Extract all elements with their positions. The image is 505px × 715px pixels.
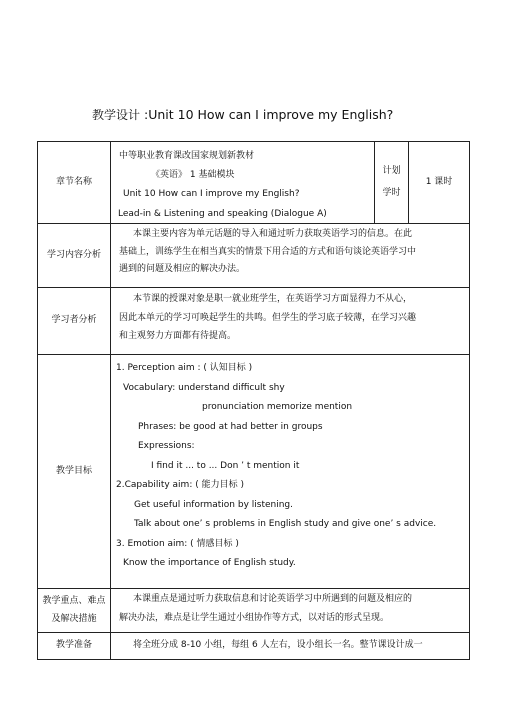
goal-line: 2.Capability aim: ( 能力目标 ) bbox=[116, 480, 244, 490]
plan-label-1: 计划 bbox=[382, 166, 401, 176]
keypoints-label bbox=[38, 589, 111, 633]
goal-line: I find it ... to ... Don ’ t mention it bbox=[151, 460, 300, 471]
keypoints-line: 解决办法，难点是让学生通过小组协作等方式，以对话的形式呈现。 bbox=[119, 612, 390, 623]
goal-line: Expressions: bbox=[138, 441, 195, 451]
prep-label: 教学准备 bbox=[38, 633, 111, 660]
chapter-line: 《英语》 1 基础模块 bbox=[151, 169, 235, 180]
prep-line: 将全班分成 8-10 小组，每组 6 人左右，设小组长一名。整节课设计成一 bbox=[133, 640, 423, 651]
lesson-plan-table bbox=[37, 141, 470, 660]
learner-text bbox=[111, 288, 470, 355]
content-row bbox=[38, 224, 470, 288]
keypoints-label-1: 教学重点、难点 bbox=[42, 595, 106, 606]
chapter-line: Lead-in & Listening and speaking (Dialogue A) bbox=[118, 208, 327, 219]
plan-label-2: 学时 bbox=[382, 187, 401, 198]
keypoints-label-2: 及解决措施 bbox=[51, 614, 97, 624]
learner-line: 因此本单元的学习可唤起学生的共鸣。但学生的学习底子较薄，在学习兴趣 bbox=[119, 312, 417, 323]
content-text bbox=[111, 224, 470, 288]
goal-line: Know the importance of English study. bbox=[123, 558, 296, 568]
content-line: 本课主要内容为单元话题的导入和通过听力获取英语学习的信息。在此 bbox=[133, 229, 413, 239]
chapter-label: 章节名称 bbox=[38, 142, 111, 224]
content-line: 基础上，训练学生在相当真实的情景下用合适的方式和语句谈论英语学习中 bbox=[119, 246, 417, 257]
goal-line: Vocabulary: understand difficult shy bbox=[123, 382, 285, 393]
document-title bbox=[92, 106, 393, 123]
learner-row bbox=[38, 288, 470, 355]
chapter-line: Unit 10 How can I improve my English? bbox=[123, 189, 300, 199]
goal-line: Phrases: be good at had better in groups bbox=[138, 421, 323, 432]
content-line: 遇到的问题及相应的解决办法。 bbox=[119, 264, 246, 274]
chapter-content bbox=[111, 142, 375, 224]
plan-hours-value: 1 课时 bbox=[409, 142, 470, 224]
goal-line: pronunciation memorize mention bbox=[202, 402, 353, 412]
goal-line: Talk about one’ s problems in English study and give one’ s advice. bbox=[134, 519, 437, 529]
keypoints-row bbox=[38, 589, 470, 633]
learner-line: 本节课的授课对象是职一就业班学生，在英语学习方面显得力不从心， bbox=[133, 294, 413, 304]
chapter-row bbox=[38, 142, 470, 224]
title-text: :Unit 10 How can I improve my English? bbox=[144, 107, 394, 122]
goal-line: Get useful information by listening. bbox=[134, 499, 294, 510]
learner-line: 和主观努力方面都有待提高。 bbox=[119, 331, 237, 341]
goals-label: 教学目标 bbox=[38, 355, 111, 589]
learner-label: 学习者分析 bbox=[38, 288, 111, 355]
goals-row bbox=[38, 355, 470, 589]
goals-text bbox=[111, 355, 470, 589]
chapter-line: 中等职业教育课改国家规划新教材 bbox=[119, 151, 255, 161]
keypoints-line: 本课重点是通过听力获取信息和讨论英语学习中所遇到的问题及相应的 bbox=[133, 594, 413, 604]
prep-text bbox=[111, 633, 470, 660]
keypoints-text bbox=[111, 589, 470, 633]
prep-row bbox=[38, 633, 470, 660]
goal-line: 1. Perception aim : ( 认知目标 ) bbox=[116, 363, 253, 373]
plan-hours-label bbox=[375, 142, 409, 224]
title-label: 教学设计 bbox=[92, 108, 141, 122]
content-label: 学习内容分析 bbox=[38, 224, 111, 288]
goal-line: 3. Emotion aim: ( 情感目标 ) bbox=[116, 538, 239, 549]
